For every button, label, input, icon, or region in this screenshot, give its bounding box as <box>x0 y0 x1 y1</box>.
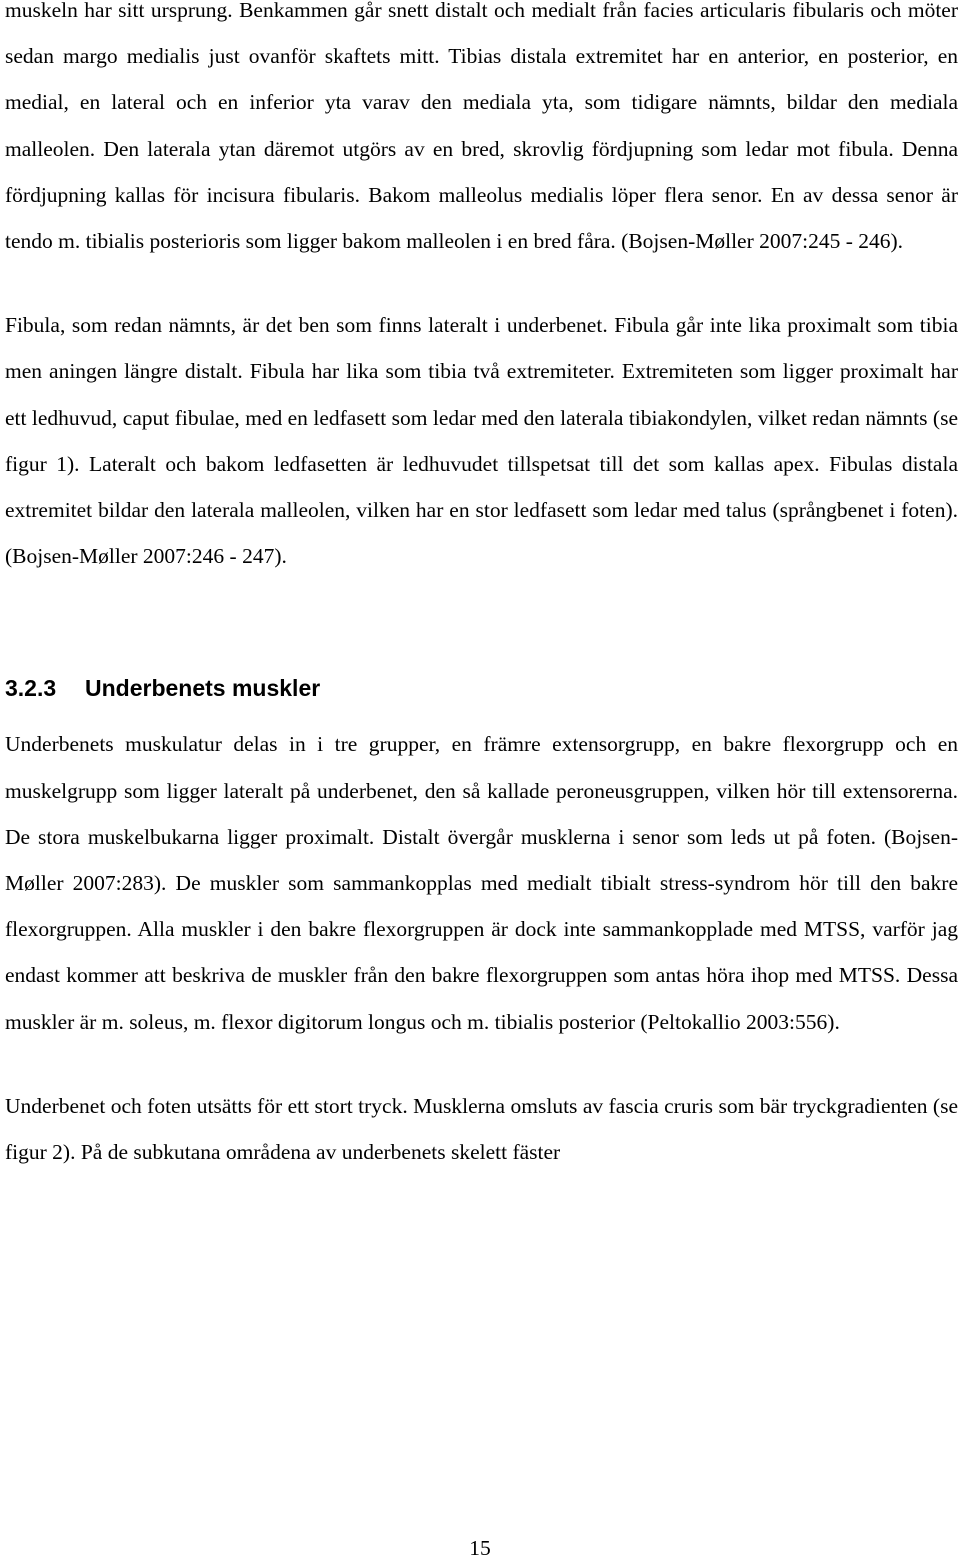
paragraph-spacer <box>5 1045 958 1083</box>
body-paragraph-muscles: Underbenets muskulatur delas in i tre grupper, en främre extensorgrupp, en bakre flexorgrupp och en muskelgrupp som ligger lateralt på underbenet, den så kallade peroneusgruppen, vilken hör till extensorerna. De stora muskelbukarna ligger proximalt. Distalt övergår musklerna i senor som leds ut på foten. (Bojsen-Møller 2007:283). De muskler som sammankopplas med medialt tibialt stress-syndrom hör till den bakre flexorgruppen. Alla muskler i den bakre flexorgruppen är dock inte sammankopplade med MTSS, varför jag endast kommer att beskriva de muskler från den bakre flexorgruppen som antas höra ihop med MTSS. Dessa muskler är m. soleus, m. flexor digitorum longus och m. tibialis posterior (Peltokallio 2003:556). <box>5 732 958 1034</box>
section-heading <box>5 673 958 703</box>
paragraph-spacer <box>5 264 958 302</box>
heading-spacer <box>5 703 958 721</box>
section-number: 3.2.3 <box>5 675 57 702</box>
section-title: Underbenets muskler <box>85 675 321 702</box>
body-paragraph-fibula: Fibula, som redan nämnts, är det ben som finns lateralt i underbenet. Fibula går inte lika proximalt som tibia men aningen längre distalt. Fibula har lika som tibia två extremiteter. Extremiteten som ligger proximalt har ett ledhuvud, caput fibulae, med en ledfasett som ledar med den laterala tibiakondylen, vilket redan nämnts (se figur 1). Lateralt och bakom ledfasetten är ledhuvudet tillspetsat till det som kallas apex. Fibulas distala extremitet bildar den laterala malleolen, vilken har en stor ledfasett som ledar med talus (språngbenet i foten). (Bojsen-Møller 2007:246 - 247). <box>5 313 958 569</box>
section-spacer <box>5 579 958 673</box>
body-paragraph-tibia: muskeln har sitt ursprung. Benkammen går snett distalt och medialt från facies articularis fibularis och möter sedan margo medialis just ovanför skaftets mitt. Tibias distala extremitet har en anterior, en posterior, en medial, en lateral och en inferior yta varav den mediala yta, som tidigare nämnts, bildar den mediala malleolen. Den laterala ytan däremot utgörs av en bred, skrovlig fördjupning som ledar mot fibula. Denna fördjupning kallas för incisura fibularis. Bakom malleolus medialis löper flera senor. En av dessa senor är tendo m. tibialis posterioris som ligger bakom malleolen i en bred fåra. (Bojsen-Møller 2007:245 - 246). <box>5 0 958 254</box>
document-page <box>5 0 958 1175</box>
page-number: 15 <box>469 1536 491 1560</box>
body-paragraph-pressure: Underbenet och foten utsätts för ett stort tryck. Musklerna omsluts av fascia cruris som bär tryckgradienten (se figur 2). På de subkutana områdena av underbenets skelett fäster <box>5 1093 958 1165</box>
